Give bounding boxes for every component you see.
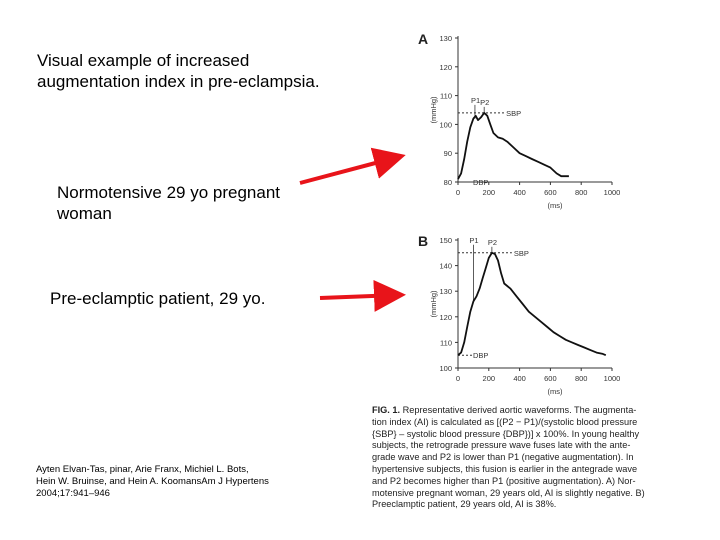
waveform-line <box>458 113 569 179</box>
citation: Ayten Elvan-Tas, pinar, Arie Franx, Michiel L. Bots, Hein W. Bruinse, and Hein A. KoomansAm J Hypertens 2004;17:941–946 <box>36 464 269 499</box>
x-tick-label: 0 <box>455 188 461 197</box>
y-tick-label: 140 <box>439 261 452 271</box>
y-axis-label: (mmHg) <box>429 290 438 318</box>
dbp-label: DBP <box>473 178 489 187</box>
panel-b-chart <box>418 233 620 396</box>
x-tick-label: 0 <box>455 374 461 383</box>
panel-label: B <box>418 233 429 249</box>
x-axis-label: (ms) <box>547 201 563 210</box>
x-tick-label: 200 <box>482 374 496 383</box>
arrow-to-panel-a <box>300 157 398 183</box>
sbp-label: SBP <box>513 248 529 258</box>
x-tick-label: 1000 <box>603 188 621 197</box>
y-tick-label: 130 <box>439 34 452 43</box>
waveform-line <box>458 253 606 355</box>
x-axis-label: (ms) <box>547 387 563 396</box>
y-tick-label: 80 <box>443 178 452 187</box>
p1-label: P1 <box>469 235 479 245</box>
y-tick-label: 110 <box>440 91 452 101</box>
panel-label: A <box>418 31 429 47</box>
x-tick-label: 400 <box>513 374 526 383</box>
x-tick-label: 600 <box>544 188 557 197</box>
y-tick-label: 130 <box>439 287 452 297</box>
dbp-label: DBP <box>473 351 489 361</box>
x-tick-label: 400 <box>513 188 526 197</box>
x-tick-label: 200 <box>482 188 496 197</box>
x-tick-label: 800 <box>574 374 588 383</box>
figure-caption-label: FIG. 1. <box>372 405 401 415</box>
sbp-label: SBP <box>506 108 522 118</box>
slide-title: Visual example of increased augmentation index in pre-eclampsia. <box>37 51 320 91</box>
panel-a-chart <box>418 31 620 210</box>
y-tick-label: 120 <box>439 62 452 72</box>
y-tick-label: 120 <box>439 312 452 322</box>
preeclamptic-label: Pre-eclamptic patient, 29 yo. <box>50 289 266 308</box>
y-axis-label: (mmHg) <box>429 96 438 124</box>
x-tick-label: 1000 <box>603 374 621 383</box>
x-tick-label: 800 <box>574 188 588 197</box>
y-tick-label: 110 <box>440 338 452 348</box>
p1-label: P1 <box>470 95 481 105</box>
x-tick-label: 600 <box>544 374 557 383</box>
y-tick-label: 90 <box>443 149 452 159</box>
y-tick-label: 100 <box>439 120 452 130</box>
y-tick-label: 100 <box>439 364 452 373</box>
arrow-to-panel-b <box>320 295 398 298</box>
p2-label: P2 <box>480 97 490 107</box>
y-tick-label: 150 <box>439 236 452 245</box>
figure-caption-text: Representative derived aortic waveforms. The augmenta- tion index (AI) is calculated as [(P2 − P1)/(systolic blood pressure {SBP} – systolic blood pressure {DBP})] x 100%. In young healthy subjects, the retrograde pressure wave fuses late with the ante- grade wave and P2 is lower than P1 (negative augmentation). In hypertensive subjects, this fusion is earlier in the antegrade wave and P2 becomes higher than P1 (positive augmentation). A) Nor- motensive pregnant woman, 29 years old, AI is slightly negative. B) Preeclamptic patient, 29 years old, AI is 38%. <box>372 405 645 510</box>
normotensive-label: Normotensive 29 yo pregnant woman <box>57 183 281 223</box>
p2-label: P2 <box>487 237 498 247</box>
